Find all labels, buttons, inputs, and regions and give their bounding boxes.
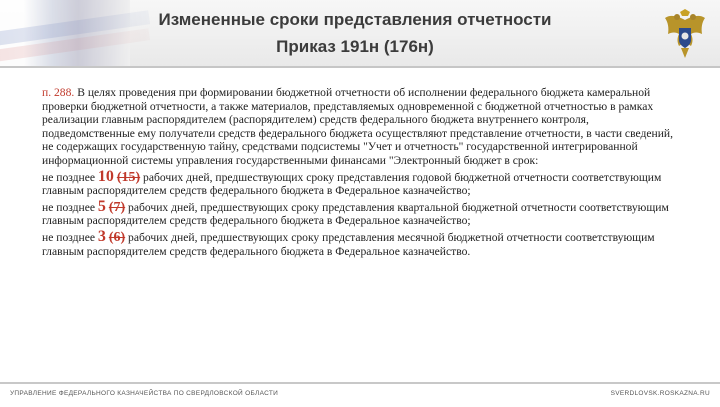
flag-decoration bbox=[0, 0, 130, 66]
document-body bbox=[42, 86, 677, 258]
intro-text: В целях проведения при формировании бюджетной отчетности об исполнении федерального бюджета камеральной проверки бюджетной отчетности, а также материалов, представляемых одновременной с бюджетной отчетностью в рамках реализации главным распорядителем (распорядителем) средств федерального бюджета внутреннего контроля, подведомственные ему получатели средств федерального бюджета осуществляют представление отчетности, в части сведений, не содержащих государственную тайну, средствами подсистемы "Учет и отчетность" государственной интегрированной информационной системы управления государственными финансами "Электронный бюджет в срок: bbox=[42, 86, 674, 167]
clause-label: п. 288. bbox=[42, 86, 75, 99]
footer-website: SVERDLOVSK.ROSKAZNA.RU bbox=[610, 390, 710, 397]
intro-paragraph bbox=[42, 86, 677, 168]
old-days-value: (6) bbox=[108, 229, 126, 245]
double-headed-eagle-emblem-icon bbox=[662, 8, 708, 60]
slide-header bbox=[0, 0, 720, 66]
new-days-value: 5 bbox=[97, 197, 106, 215]
footer-organization: УПРАВЛЕНИЕ ФЕДЕРАЛЬНОГО КАЗНАЧЕЙСТВА ПО СВЕРДЛОВСКОЙ ОБЛАСТИ bbox=[10, 390, 279, 397]
new-days-value: 10 bbox=[97, 167, 114, 185]
new-days-value: 3 bbox=[97, 227, 106, 245]
old-days-value: (15) bbox=[116, 169, 141, 185]
old-days-value: (7) bbox=[108, 199, 126, 215]
deadline-item-annual: не позднее 10 (15) рабочих дней, предшествующих сроку представления годовой бюджетной отчетности соответствующим главным распорядителем средств федерального бюджета в Федеральное казначейство; bbox=[42, 167, 662, 198]
title-line-1: Измененные сроки представления отчетности bbox=[158, 10, 552, 29]
title-line-2: Приказ 191н (176н) bbox=[276, 37, 434, 56]
slide-title bbox=[120, 6, 590, 60]
header-divider bbox=[0, 66, 720, 68]
deadline-item-monthly: не позднее 3 (6) рабочих дней, предшествующих сроку представления месячной бюджетной отчетности соответствующим главным распорядителем средств федерального бюджета в Федеральное казначейство. bbox=[42, 227, 655, 258]
slide-footer bbox=[0, 382, 720, 407]
deadline-item-quarterly: не позднее 5 (7) рабочих дней, предшествующих сроку представления квартальной бюджетной отчетности соответствующим главным распорядителем средств федерального бюджета в Федеральное казначейство; bbox=[42, 197, 669, 228]
